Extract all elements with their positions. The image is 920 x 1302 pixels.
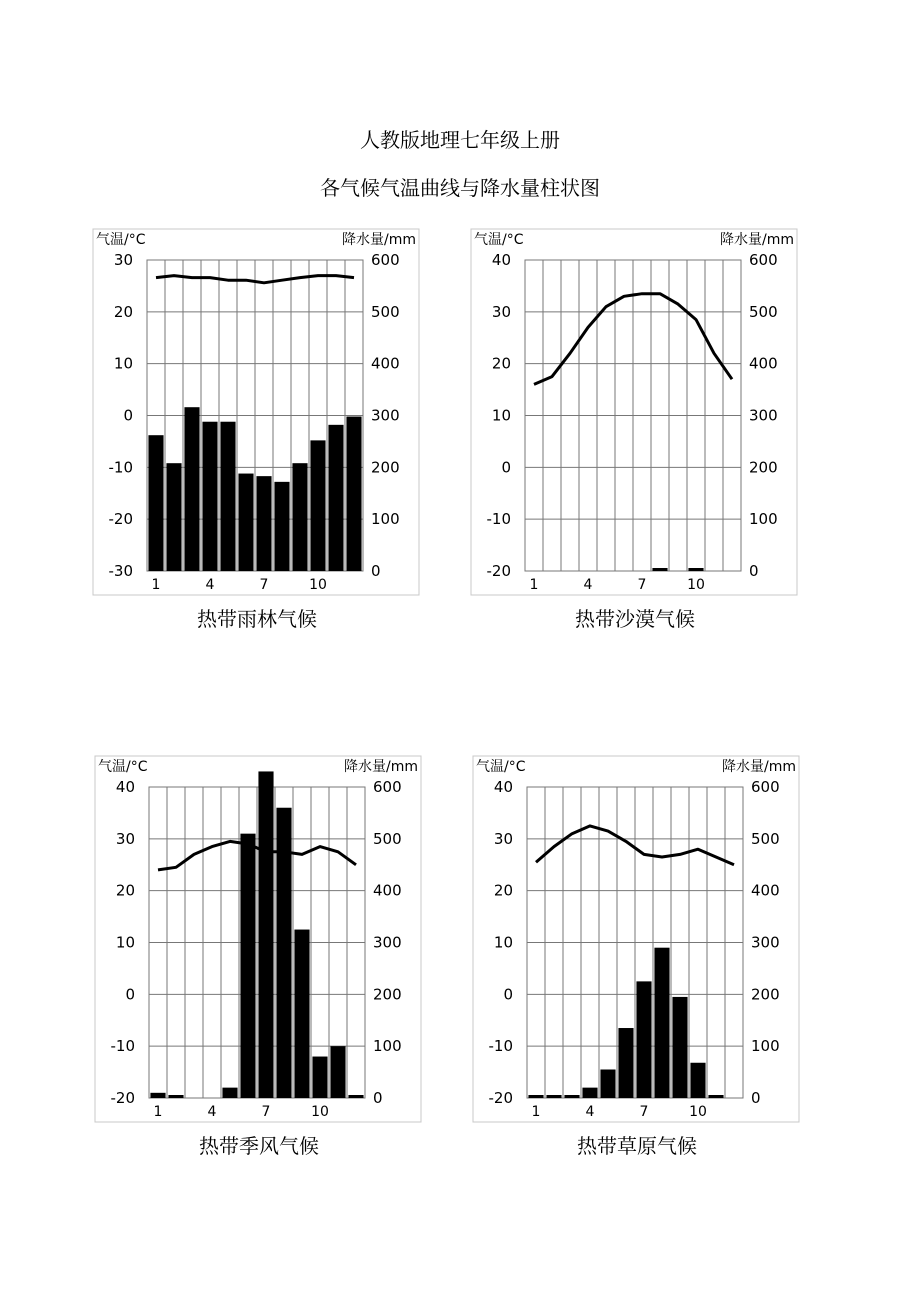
- precip-tick-label: 500: [751, 829, 780, 848]
- right-axis-label: 降水量/mm: [720, 232, 794, 248]
- chart-caption: 热带季风气候: [199, 1134, 319, 1158]
- temp-tick-label: -10: [486, 510, 511, 529]
- precip-tick-label: 300: [373, 933, 402, 952]
- chart-svg: [94, 755, 424, 1125]
- precip-bar: [600, 1069, 615, 1098]
- precip-bar: [582, 1088, 597, 1098]
- temp-tick-label: 20: [493, 881, 513, 900]
- x-tick-label: 4: [585, 1104, 595, 1120]
- chart-tropical-desert: [470, 228, 800, 631]
- right-axis-label: 降水量/mm: [722, 759, 796, 775]
- precip-bar: [220, 422, 235, 571]
- temp-tick-label: 10: [493, 933, 513, 952]
- precip-tick-label: 600: [371, 251, 400, 269]
- precip-bar: [618, 1028, 633, 1098]
- precip-tick-label: 200: [751, 985, 780, 1004]
- temp-tick-label: -10: [108, 458, 133, 477]
- precip-tick-label: 0: [749, 562, 759, 580]
- temp-tick-label: 40: [491, 251, 511, 269]
- chart-caption: 热带沙漠气候: [575, 607, 695, 631]
- precip-tick-label: 400: [373, 881, 402, 900]
- temp-tick-label: 10: [113, 354, 133, 373]
- precip-bar: [258, 771, 273, 1098]
- precip-bar: [168, 1095, 183, 1098]
- precip-bar: [222, 1088, 237, 1098]
- precip-bar: [546, 1095, 561, 1098]
- temp-tick-label: 20: [491, 354, 511, 373]
- temp-tick-label: 30: [493, 829, 513, 848]
- x-tick-label: 10: [311, 1104, 329, 1120]
- precip-tick-label: 400: [749, 354, 778, 373]
- precip-tick-label: 500: [373, 829, 402, 848]
- x-tick-label: 4: [205, 577, 215, 593]
- right-axis-label: 降水量/mm: [342, 232, 416, 248]
- x-tick-label: 7: [639, 1104, 649, 1120]
- chart-svg: [472, 755, 802, 1125]
- precip-bar: [690, 1063, 705, 1098]
- precip-tick-label: 200: [373, 985, 402, 1004]
- precip-bar: [346, 417, 361, 571]
- precip-bar: [652, 568, 667, 571]
- precip-bar: [240, 834, 255, 1098]
- x-tick-label: 7: [261, 1104, 271, 1120]
- precip-bar: [636, 981, 651, 1098]
- temp-tick-label: 0: [125, 985, 135, 1004]
- precip-bar: [184, 407, 199, 571]
- left-axis-label: 气温/°C: [474, 232, 524, 248]
- precip-tick-label: 500: [371, 302, 400, 321]
- temp-tick-label: -20: [110, 1089, 135, 1107]
- precip-bar: [330, 1046, 345, 1098]
- precip-tick-label: 200: [371, 458, 400, 477]
- temp-tick-label: 30: [113, 251, 133, 269]
- precip-tick-label: 0: [371, 562, 381, 580]
- precip-tick-label: 400: [751, 881, 780, 900]
- temp-tick-label: 30: [491, 302, 511, 321]
- precip-bar: [348, 1095, 363, 1098]
- x-tick-label: 10: [687, 577, 705, 593]
- temp-tick-label: 30: [115, 829, 135, 848]
- temp-tick-label: -10: [110, 1037, 135, 1056]
- precip-bar: [654, 948, 669, 1098]
- x-tick-label: 1: [151, 577, 161, 593]
- precip-bar: [202, 422, 217, 571]
- precip-tick-label: 600: [373, 778, 402, 796]
- temp-tick-label: -20: [108, 510, 133, 529]
- precip-bar: [274, 482, 289, 571]
- precip-bar: [256, 476, 271, 571]
- temp-tick-label: 40: [493, 778, 513, 796]
- chart-tropical-savanna: [472, 755, 802, 1158]
- temp-tick-label: 10: [115, 933, 135, 952]
- temp-tick-label: 0: [501, 458, 511, 477]
- precip-tick-label: 300: [751, 933, 780, 952]
- chart-tropical-rainforest: [92, 228, 422, 631]
- temp-tick-label: 0: [503, 985, 513, 1004]
- precip-tick-label: 200: [749, 458, 778, 477]
- precip-tick-label: 300: [749, 406, 778, 425]
- left-axis-label: 气温/°C: [476, 759, 526, 775]
- temp-tick-label: -20: [486, 562, 511, 580]
- precip-bar: [672, 997, 687, 1098]
- precip-tick-label: 600: [751, 778, 780, 796]
- temp-tick-label: 0: [123, 406, 133, 425]
- precip-tick-label: 100: [749, 510, 778, 529]
- x-tick-label: 4: [207, 1104, 217, 1120]
- precip-tick-label: 600: [749, 251, 778, 269]
- x-tick-label: 10: [309, 577, 327, 593]
- temp-tick-label: -10: [488, 1037, 513, 1056]
- chart-caption: 热带草原气候: [577, 1134, 697, 1158]
- x-tick-label: 1: [531, 1104, 541, 1120]
- x-tick-label: 10: [689, 1104, 707, 1120]
- right-axis-label: 降水量/mm: [344, 759, 418, 775]
- precip-bar: [238, 474, 253, 571]
- temp-tick-label: 10: [491, 406, 511, 425]
- chart-svg: [92, 228, 422, 598]
- precip-bar: [688, 568, 703, 571]
- precip-bar: [708, 1095, 723, 1098]
- precip-bar: [328, 425, 343, 571]
- document-subtitle: 各气候气温曲线与降水量柱状图: [320, 176, 600, 200]
- chart-tropical-monsoon: [94, 755, 424, 1158]
- precip-tick-label: 100: [373, 1037, 402, 1056]
- precip-tick-label: 100: [751, 1037, 780, 1056]
- chart-caption: 热带雨林气候: [197, 607, 317, 631]
- left-axis-label: 气温/°C: [96, 232, 146, 248]
- precip-bar: [564, 1095, 579, 1098]
- precip-bar: [148, 435, 163, 571]
- x-tick-label: 7: [259, 577, 269, 593]
- precip-bar: [294, 930, 309, 1098]
- precip-tick-label: 100: [371, 510, 400, 529]
- x-tick-label: 1: [153, 1104, 163, 1120]
- precip-bar: [166, 463, 181, 571]
- temp-tick-label: 20: [113, 302, 133, 321]
- x-tick-label: 4: [583, 577, 593, 593]
- precip-tick-label: 0: [373, 1089, 383, 1107]
- chart-svg: [470, 228, 800, 598]
- precip-tick-label: 400: [371, 354, 400, 373]
- x-tick-label: 7: [637, 577, 647, 593]
- temp-tick-label: 20: [115, 881, 135, 900]
- precip-bar: [150, 1093, 165, 1098]
- precip-bar: [312, 1057, 327, 1098]
- precip-bar: [292, 463, 307, 571]
- document-title: 人教版地理七年级上册: [360, 128, 560, 152]
- precip-tick-label: 500: [749, 302, 778, 321]
- precip-bar: [528, 1095, 543, 1098]
- precip-bar: [310, 440, 325, 571]
- precip-tick-label: 300: [371, 406, 400, 425]
- left-axis-label: 气温/°C: [98, 759, 148, 775]
- precip-tick-label: 0: [751, 1089, 761, 1107]
- temp-tick-label: 40: [115, 778, 135, 796]
- x-tick-label: 1: [529, 577, 539, 593]
- temp-tick-label: -30: [108, 562, 133, 580]
- temp-tick-label: -20: [488, 1089, 513, 1107]
